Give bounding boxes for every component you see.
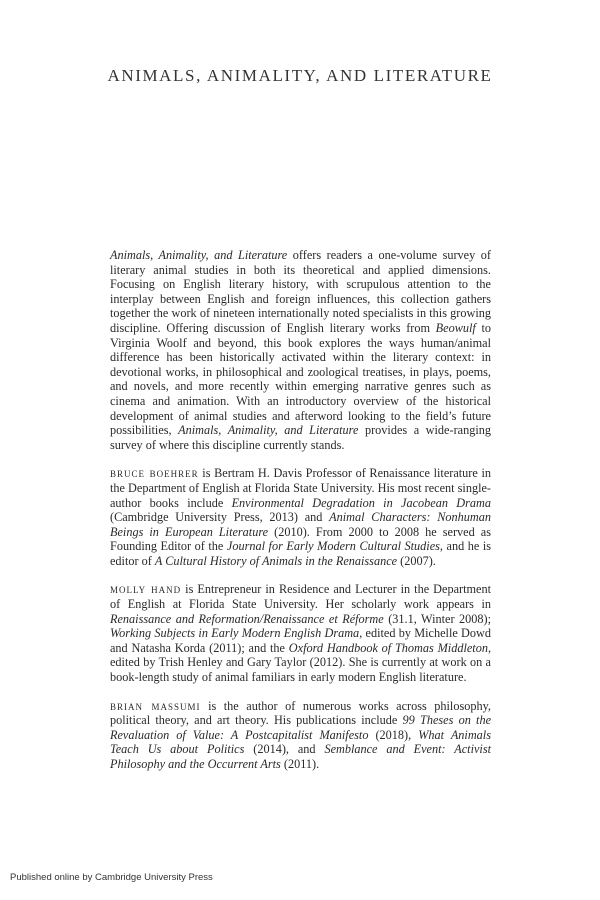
published-online-notice: Published online by Cambridge University Press (10, 872, 213, 883)
book-title-italic: Animals, Animality, and Literature (110, 248, 288, 262)
bio-brian-massumi: brian massumi is the author of numerous works across philosophy, political theory, and art theory. His publications include 99 Theses on the Revaluation of Value: A Postcapitalist Manifesto (2018), What Animals Teach Us about Politics (2014), and Semblance and Event: Activist Philosophy and the Occurrent Arts (2011). (110, 698, 492, 771)
author-name: bruce boehrer (110, 466, 199, 481)
body-text (110, 248, 491, 786)
bio-molly-hand: molly hand is Entrepreneur in Residence and Lecturer in the Department of English at Florida State University. Her scholarly work appears in Renaissance and Reformation/Renaissance et Réforme (31.1, Winter 2008); Working Subjects in Early Modern English Drama, edited by Michelle Dowd and Natasha Korda (2011); and the Oxford Handbook of Thomas Middleton, edited by Trish Henley and Gary Taylor (2012). She is currently at work on a book-length study of animal familiars in early modern English literature. (110, 582, 492, 685)
bio-bruce-boehrer: bruce boehrer is Bertram H. Davis Professor of Renaissance literature in the Department of English at Florida State University. His most recent single-author books include Environmental Degradation in Jacobean Drama (Cambridge University Press, 2013) and Animal Characters: Nonhuman Beings in European Literature (2010). From 2000 to 2008 he served as Founding Editor of the Journal for Early Modern Cultural Studies, and he is editor of A Cultural History of Animals in the Renaissance (2007). (110, 466, 492, 568)
book-summary: Animals, Animality, and Literature offers readers a one-volume survey of literary animal studies in both its theoretical and applied dimensions. Focusing on English literary history, with scrupulous attention to the interplay between English and foreign influences, this collection gathers together the work of nineteen internationally noted specialists in this growing discipline. Offering discussion of English literary works from Beowulf to Virginia Woolf and beyond, this book explores the ways human/animal difference has been historically activated within the literary context: in devotional works, in philosophical and zoological treatises, in plays, poems, and novels, and more recently within emerging narrative genres such as cinema and animation. With an introductory overview of the historical development of animal studies and afterword looking to the field’s future possibilities, Animals, Animality, and Literature provides a wide-ranging survey of where this discipline currently stands. (110, 248, 492, 452)
author-name: brian massumi (110, 698, 201, 713)
page-title: ANIMALS, ANIMALITY, AND LITERATURE (107, 66, 493, 85)
author-name: molly hand (110, 582, 182, 597)
